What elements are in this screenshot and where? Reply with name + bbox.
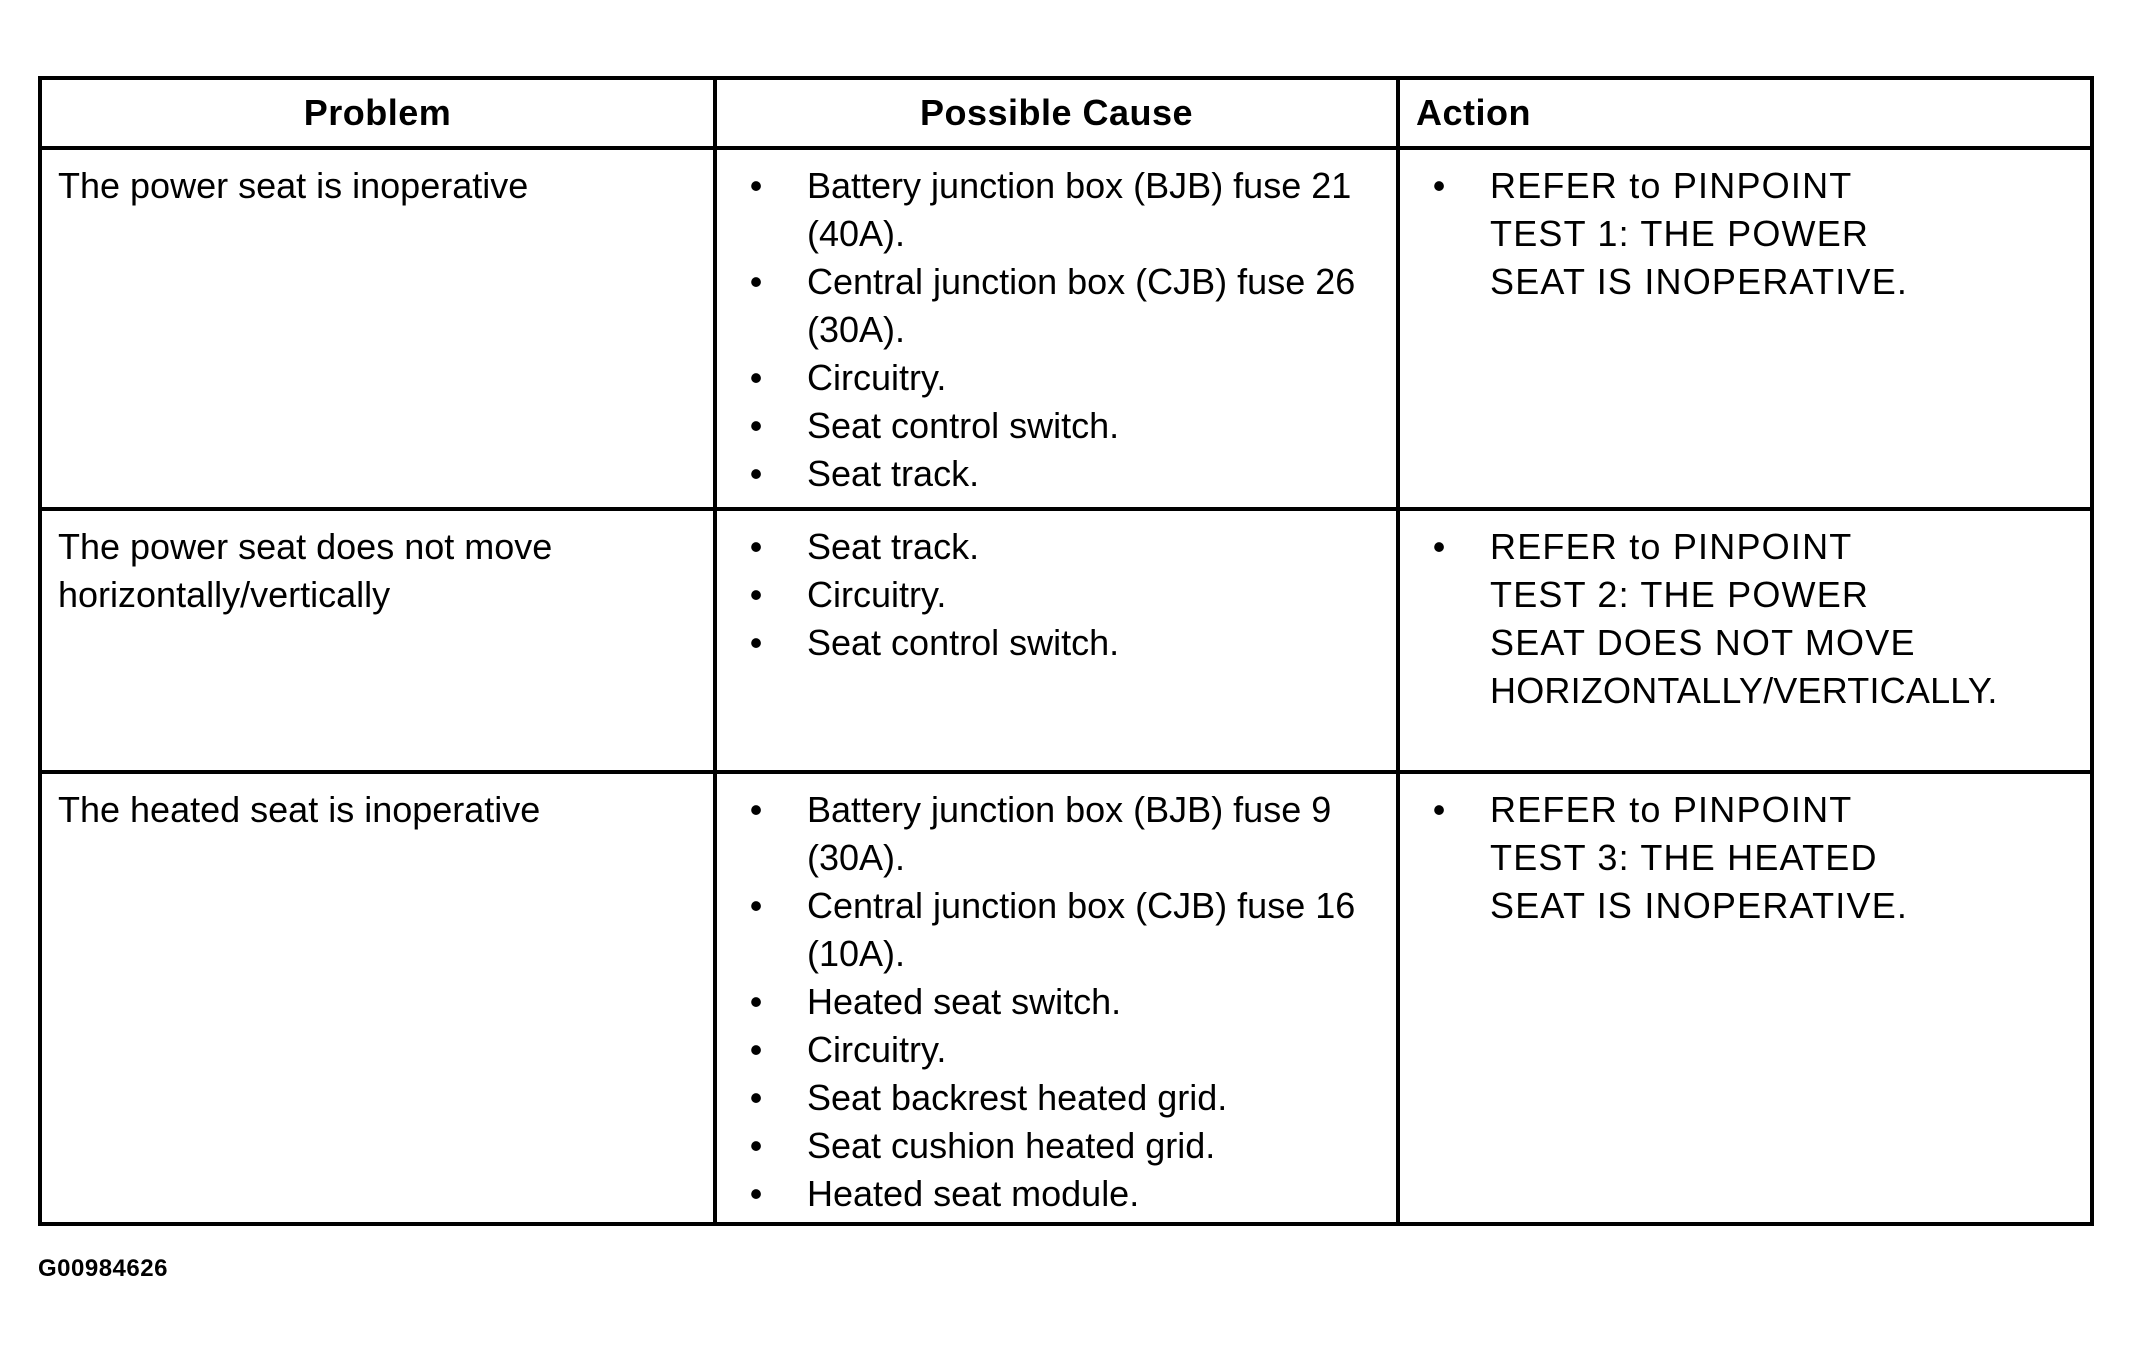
cause-text: Seat track. <box>807 526 980 567</box>
problem-text: The power seat does not move horizontally/vertically <box>58 526 553 615</box>
cause-list <box>717 774 1396 1218</box>
bullet-icon: • <box>749 981 763 1022</box>
cause-text: Circuitry. <box>807 1029 947 1070</box>
bullet-icon: • <box>749 453 763 494</box>
action-text-line: REFER to PINPOINT <box>1490 526 1853 567</box>
table-row <box>40 509 2092 772</box>
cause-text: Seat backrest heated grid. <box>807 1077 1228 1118</box>
action-text-line: REFER to PINPOINT <box>1490 789 1853 830</box>
cause-item <box>717 523 1396 571</box>
action-text-line: TEST 1: THE POWER <box>1490 213 1870 254</box>
action-text-line: TEST 3: THE HEATED <box>1490 837 1878 878</box>
cause-item <box>717 1026 1396 1074</box>
action-text-line: TEST 2: THE POWER <box>1490 574 1870 615</box>
cause-item <box>717 1074 1396 1122</box>
bullet-icon: • <box>749 574 763 615</box>
action-cell <box>1398 148 2092 509</box>
cause-text: Heated seat module. <box>807 1173 1140 1214</box>
bullet-icon: • <box>749 165 763 206</box>
cause-item <box>717 354 1396 402</box>
cause-item <box>717 450 1396 498</box>
bullet-icon: • <box>749 622 763 663</box>
problem-cell <box>40 148 715 509</box>
bullet-icon: • <box>749 1029 763 1070</box>
cause-item <box>717 786 1396 882</box>
cause-text: Seat control switch. <box>807 405 1120 446</box>
action-item <box>1400 511 2090 715</box>
bullet-icon: • <box>749 885 763 926</box>
bullet-icon: • <box>749 405 763 446</box>
cause-text: Seat cushion heated grid. <box>807 1125 1216 1166</box>
action-item <box>1400 150 2090 306</box>
header-problem: Problem <box>40 78 715 148</box>
bullet-icon: • <box>1432 165 1446 206</box>
cause-list <box>717 511 1396 667</box>
cause-text: Battery junction box (BJB) fuse 9 (30A). <box>807 789 1332 878</box>
bullet-icon: • <box>749 1173 763 1214</box>
table-row <box>40 148 2092 509</box>
cause-item <box>717 1170 1396 1218</box>
cause-item <box>717 162 1396 258</box>
action-text-line: HORIZONTALLY/VERTICALLY. <box>1490 670 1998 711</box>
cause-text: Circuitry. <box>807 574 947 615</box>
action-text-line: SEAT DOES NOT MOVE <box>1490 622 1916 663</box>
cause-text: Seat control switch. <box>807 622 1120 663</box>
action-cell <box>1398 772 2092 1224</box>
action-item <box>1400 774 2090 930</box>
cause-item <box>717 258 1396 354</box>
header-row <box>40 78 2092 148</box>
cause-text: Central junction box (CJB) fuse 26 (30A). <box>807 261 1356 350</box>
cause-text: Central junction box (CJB) fuse 16 (10A). <box>807 885 1356 974</box>
action-text-line: REFER to PINPOINT <box>1490 165 1853 206</box>
problem-cell <box>40 772 715 1224</box>
problem-text: The power seat is inoperative <box>58 165 529 206</box>
bullet-icon: • <box>749 1125 763 1166</box>
bullet-icon: • <box>749 261 763 302</box>
cause-item <box>717 978 1396 1026</box>
action-text-line: SEAT IS INOPERATIVE. <box>1490 261 1909 302</box>
header-action: Action <box>1398 78 2092 148</box>
symptom-chart-table <box>38 76 2094 1226</box>
cause-text: Circuitry. <box>807 357 947 398</box>
cause-item <box>717 882 1396 978</box>
problem-text: The heated seat is inoperative <box>58 789 541 830</box>
figure-id: G00984626 <box>38 1255 168 1282</box>
cause-cell <box>715 148 1398 509</box>
bullet-icon: • <box>1432 526 1446 567</box>
bullet-icon: • <box>749 789 763 830</box>
bullet-icon: • <box>749 526 763 567</box>
action-cell <box>1398 509 2092 772</box>
cause-text: Heated seat switch. <box>807 981 1122 1022</box>
cause-text: Seat track. <box>807 453 980 494</box>
action-text-line: SEAT IS INOPERATIVE. <box>1490 885 1909 926</box>
bullet-icon: • <box>1432 789 1446 830</box>
cause-item <box>717 1122 1396 1170</box>
bullet-icon: • <box>749 1077 763 1118</box>
bullet-icon: • <box>749 357 763 398</box>
cause-cell <box>715 509 1398 772</box>
cause-cell <box>715 772 1398 1224</box>
cause-item <box>717 619 1396 667</box>
header-possible-cause: Possible Cause <box>715 78 1398 148</box>
cause-item <box>717 402 1396 450</box>
table-row <box>40 772 2092 1224</box>
cause-list <box>717 150 1396 498</box>
cause-item <box>717 571 1396 619</box>
cause-text: Battery junction box (BJB) fuse 21 (40A). <box>807 165 1352 254</box>
problem-cell <box>40 509 715 772</box>
